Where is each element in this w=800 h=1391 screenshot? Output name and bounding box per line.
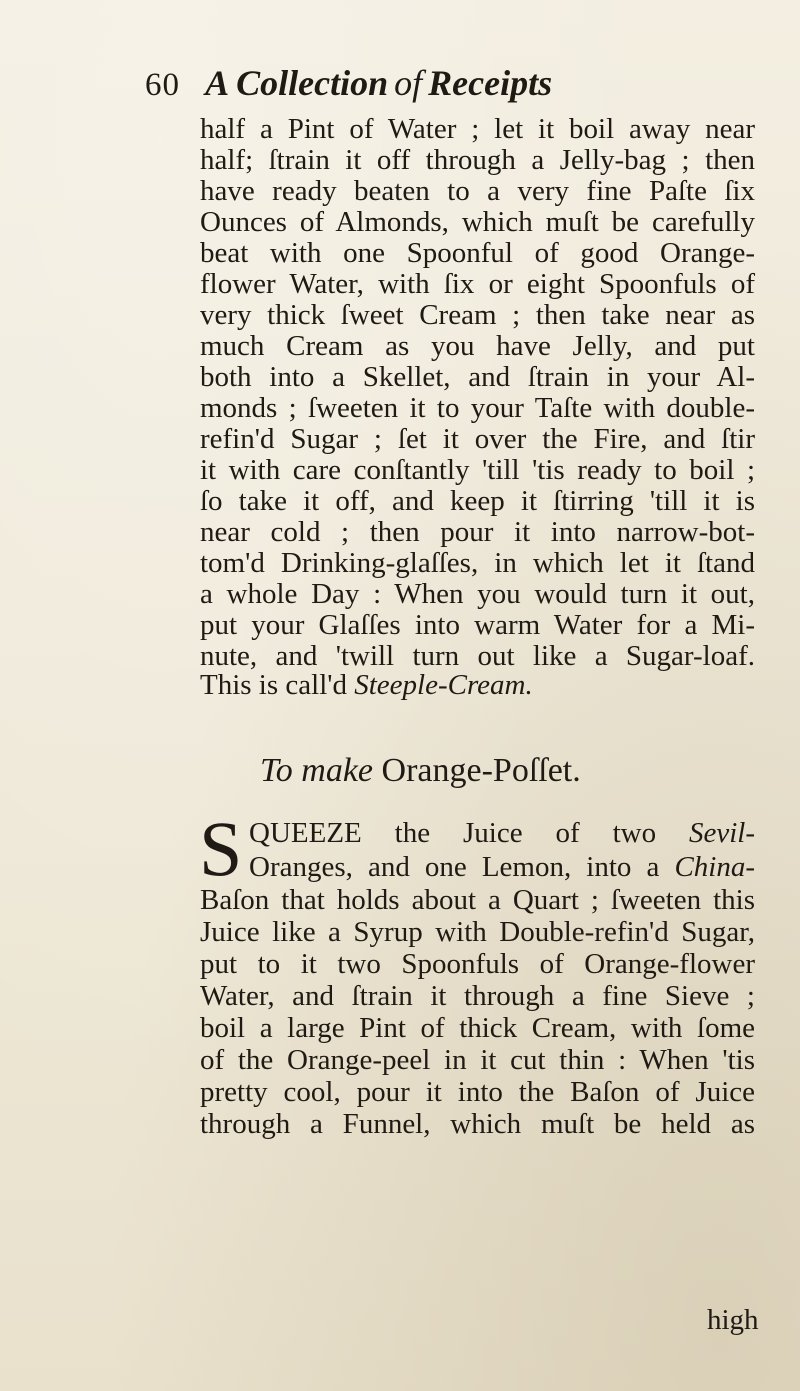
text-line: it with care conſtantly 'till 'tis ready to boil ; (200, 454, 755, 486)
running-title-part2: Receipts (428, 63, 553, 103)
recipe-line: through a Funnel, which muſt be held as (200, 1108, 755, 1140)
text-line: beat with one Spoonful of good Orange- (200, 237, 755, 269)
text-line: have ready beaten to a very fine Paſte ſix (200, 175, 755, 207)
text-line: much Cream as you have Jelly, and put (200, 330, 755, 362)
text-line-steeple (200, 668, 755, 702)
heading-roman: Orange-Poſſet. (373, 752, 581, 789)
recipe-line: Baſon that holds about a Quart ; ſweeten this (200, 884, 755, 916)
text-line: half a Pint of Water ; let it boil away near (200, 113, 755, 145)
recipe-line: Water, and ſtrain it through a fine Sieve ; (200, 980, 755, 1012)
text-line: half; ſtrain it off through a Jelly-bag ; then (200, 144, 755, 176)
text-line: flower Water, with ſix or eight Spoonfuls of (200, 268, 755, 300)
section-heading (260, 752, 700, 790)
heading-italic: To make (260, 752, 374, 789)
text-line: Ounces of Almonds, which muſt be carefully (200, 206, 755, 238)
steeple-prefix: This is call'd (200, 669, 355, 701)
recipe-line-2-text: Oranges, and one Lemon, into a (249, 851, 675, 883)
text-line: near cold ; then pour it into narrow-bot- (200, 516, 755, 548)
text-line: a whole Day : When you would turn it out, (200, 578, 755, 610)
text-line: tom'd Drinking-glaſſes, in which let it ſtand (200, 547, 755, 579)
recipe-line-1 (249, 816, 755, 850)
drop-cap: S (199, 805, 243, 892)
catchword: high (707, 1304, 759, 1336)
recipe-line-2-italic: China- (674, 851, 755, 883)
text-line: put your Glaſſes into warm Water for a Mi- (200, 609, 755, 641)
text-line: refin'd Sugar ; ſet it over the Fire, and ſtir (200, 423, 755, 455)
running-title-part1: A Collection (205, 63, 389, 103)
recipe-line: boil a large Pint of thick Cream, with ſome (200, 1012, 755, 1044)
recipe-line: pretty cool, pour it into the Baſon of Juice (200, 1076, 755, 1108)
page-number: 60 (145, 67, 180, 103)
text-line: nute, and 'twill turn out like a Sugar-loaf. (200, 640, 755, 672)
recipe-line: of the Orange-peel in it cut thin : When 'tis (200, 1044, 755, 1076)
steeple-cream-name: Steeple-Cream. (354, 669, 533, 701)
recipe-line-1-italic: Sevil- (688, 817, 755, 849)
text-line: very thick ſweet Cream ; then take near as (200, 299, 755, 331)
running-title-of: of (394, 63, 423, 103)
recipe-line: put to it two Spoonfuls of Orange-flower (200, 948, 755, 980)
text-line: ſo take it off, and keep it ſtirring 'till it is (200, 485, 755, 517)
running-title (205, 63, 552, 103)
text-line: both into a Skellet, and ſtrain in your Al- (200, 361, 755, 393)
recipe-line-2 (249, 850, 755, 884)
recipe-line: Juice like a Syrup with Double-refin'd Sugar, (200, 916, 755, 948)
text-line: monds ; ſweeten it to your Taſte with double- (200, 392, 755, 424)
recipe-line-1-text: QUEEZE the Juice of two (249, 817, 689, 849)
page-header (145, 62, 665, 114)
